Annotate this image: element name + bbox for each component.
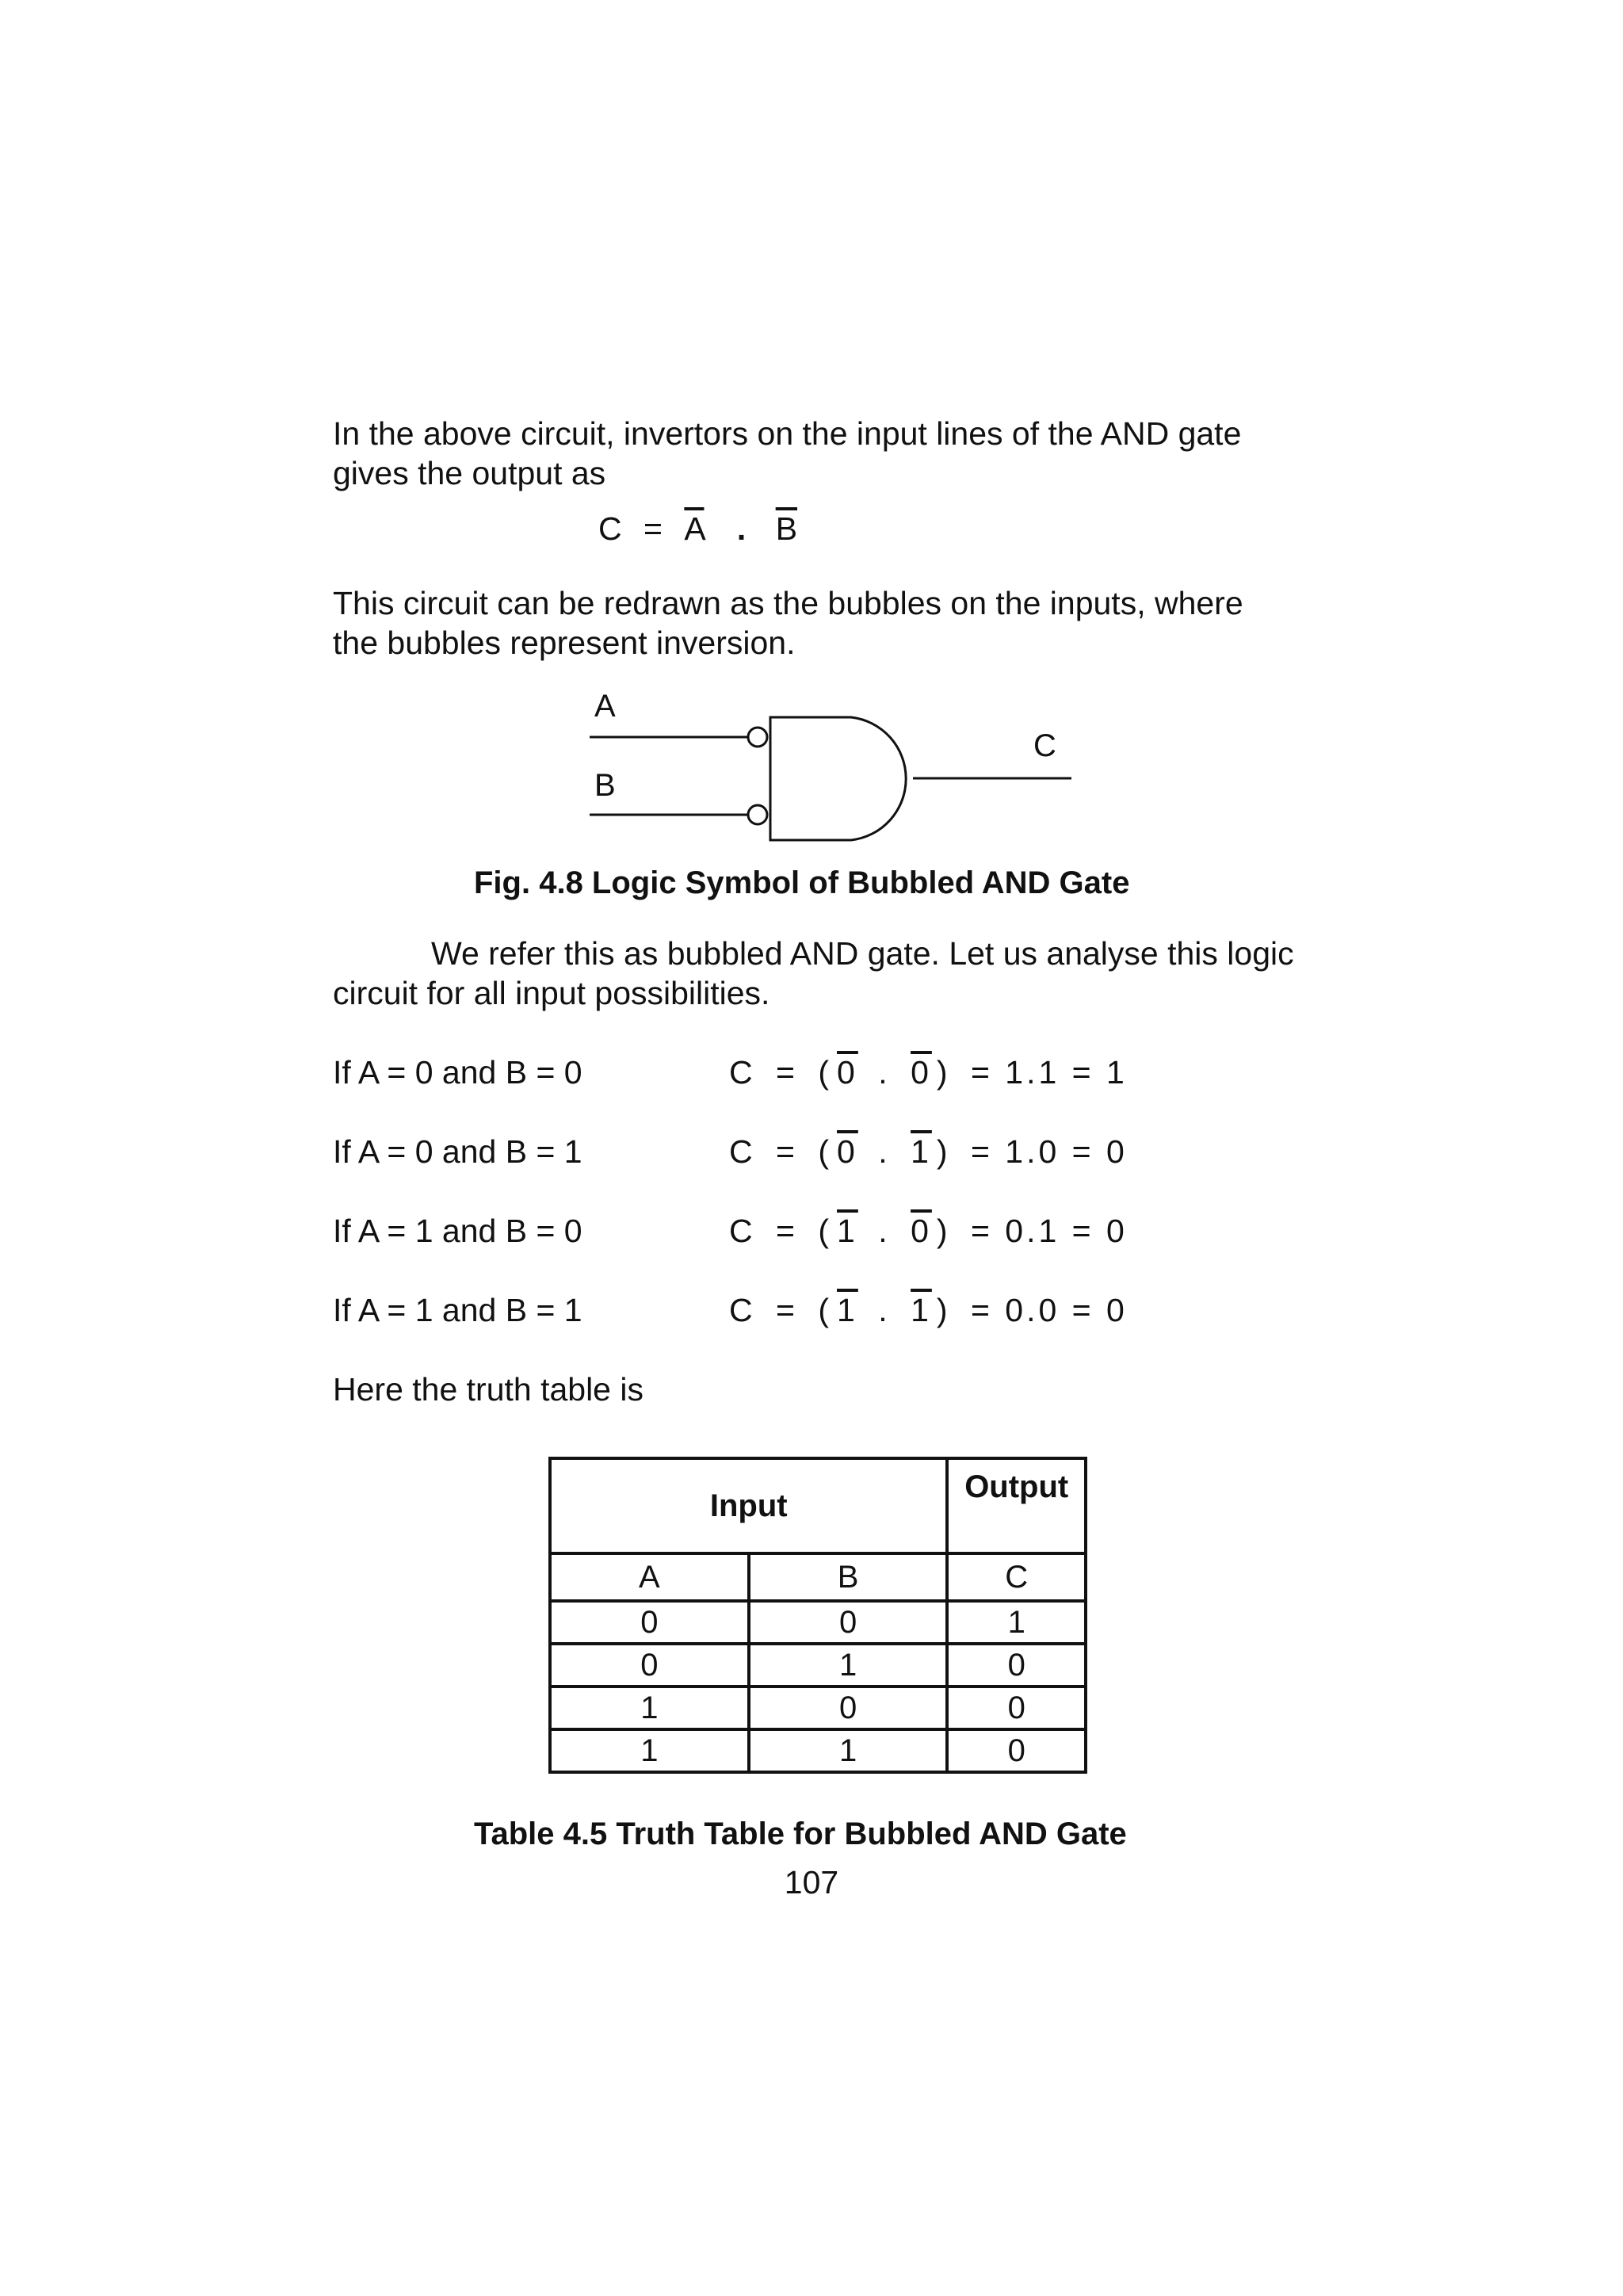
- case-4-y-bar: 1: [911, 1292, 932, 1328]
- truth-table-intro: Here the truth table is: [333, 1371, 643, 1408]
- table-row: [550, 1729, 1086, 1772]
- bubbled-and-gate-diagram: [555, 682, 1094, 848]
- case-3-x-bar: 1: [837, 1213, 858, 1249]
- case-2-result: = 1.0 = 0: [970, 1133, 1128, 1170]
- intro-line-2: gives the output as: [333, 455, 606, 491]
- case-2-x-bar: 0: [837, 1133, 858, 1170]
- analysis-line-1: We refer this as bubbled AND gate. Let us analyse this logic: [431, 935, 1294, 972]
- table-cell: 0: [947, 1687, 1086, 1729]
- table-cell: 0: [947, 1644, 1086, 1687]
- table-cell: 0: [550, 1601, 749, 1644]
- table-cell: 1: [947, 1601, 1086, 1644]
- table-header-row: [550, 1458, 1086, 1553]
- case-equation-2: C = ( 0 . 1 ) = 1.0 = 0: [729, 1133, 1128, 1170]
- case-2-y-bar: 1: [911, 1133, 932, 1170]
- table-cell: 1: [749, 1729, 948, 1772]
- input-header: Input: [550, 1458, 947, 1553]
- label-a: A: [594, 689, 616, 724]
- equation-b-bar: $\overline{B}$: [775, 510, 798, 547]
- case-2-eq: =: [776, 1133, 798, 1170]
- input-b-bubble: [748, 805, 767, 824]
- analysis-line-2: circuit for all input possibilities.: [333, 975, 770, 1011]
- table-cell: 1: [749, 1644, 948, 1687]
- column-a: A: [550, 1553, 749, 1601]
- redraw-paragraph: [333, 583, 1243, 663]
- case-4-x-bar: 1: [837, 1292, 858, 1328]
- column-c: C: [947, 1553, 1086, 1601]
- case-4-eq: =: [776, 1292, 798, 1328]
- table-column-row: [550, 1553, 1086, 1601]
- column-b: B: [749, 1553, 948, 1601]
- equation: [598, 510, 797, 548]
- label-b: B: [594, 768, 616, 803]
- case-1-y-bar: 0: [911, 1054, 932, 1091]
- table-cell: 1: [550, 1687, 749, 1729]
- case-condition-2: If A = 0 and B = 1: [333, 1133, 582, 1170]
- table-cell: 0: [947, 1729, 1086, 1772]
- case-1-x-bar: 0: [837, 1054, 858, 1091]
- case-1-result: = 1.1 = 1: [970, 1054, 1128, 1091]
- table-row: [550, 1644, 1086, 1687]
- label-c: C: [1033, 728, 1056, 763]
- table-caption: Table 4.5 Truth Table for Bubbled AND Gate: [474, 1817, 1127, 1851]
- case-3-eq: =: [776, 1213, 798, 1249]
- case-3-c: C: [729, 1213, 756, 1249]
- case-3-y-bar: 0: [911, 1213, 932, 1249]
- figure-caption: Fig. 4.8 Logic Symbol of Bubbled AND Gate: [474, 865, 1130, 900]
- case-3-result: = 0.1 = 0: [970, 1213, 1128, 1249]
- output-header: Output: [947, 1458, 1086, 1553]
- case-equation-3: C = ( 1 . 0 ) = 0.1 = 0: [729, 1213, 1128, 1249]
- case-4-result: = 0.0 = 0: [970, 1292, 1128, 1328]
- input-a-bubble: [748, 728, 767, 747]
- table-row: [550, 1687, 1086, 1729]
- case-4-c: C: [729, 1292, 756, 1328]
- truth-table: [548, 1457, 1087, 1774]
- equation-dot: .: [736, 510, 747, 547]
- equation-equals: =: [643, 510, 663, 547]
- analysis-paragraph: [333, 934, 1294, 1013]
- case-condition-1: If A = 0 and B = 0: [333, 1054, 582, 1091]
- case-2-c: C: [729, 1133, 756, 1170]
- table-row: [550, 1601, 1086, 1644]
- table-cell: 0: [749, 1687, 948, 1729]
- case-condition-4: If A = 1 and B = 1: [333, 1292, 582, 1328]
- table-cell: 0: [550, 1644, 749, 1687]
- and-gate-body: [770, 717, 906, 840]
- equation-a-bar: $\overline{A}$: [684, 510, 705, 547]
- table-cell: 1: [550, 1729, 749, 1772]
- case-equation-1: C = ( 0 . 0 ) = 1.1 = 1: [729, 1054, 1128, 1091]
- case-1-eq: =: [776, 1054, 798, 1091]
- intro-paragraph: [333, 414, 1241, 493]
- page-number: 107: [784, 1864, 839, 1901]
- case-1-c: C: [729, 1054, 756, 1091]
- redraw-line-2: the bubbles represent inversion.: [333, 625, 796, 661]
- intro-line-1: In the above circuit, invertors on the input lines of the AND gate: [333, 415, 1242, 452]
- equation-lhs: C: [598, 510, 622, 547]
- redraw-line-1: This circuit can be redrawn as the bubbles on the inputs, where: [333, 585, 1243, 621]
- table-cell: 0: [749, 1601, 948, 1644]
- case-equation-4: C = ( 1 . 1 ) = 0.0 = 0: [729, 1292, 1128, 1328]
- case-condition-3: If A = 1 and B = 0: [333, 1213, 582, 1249]
